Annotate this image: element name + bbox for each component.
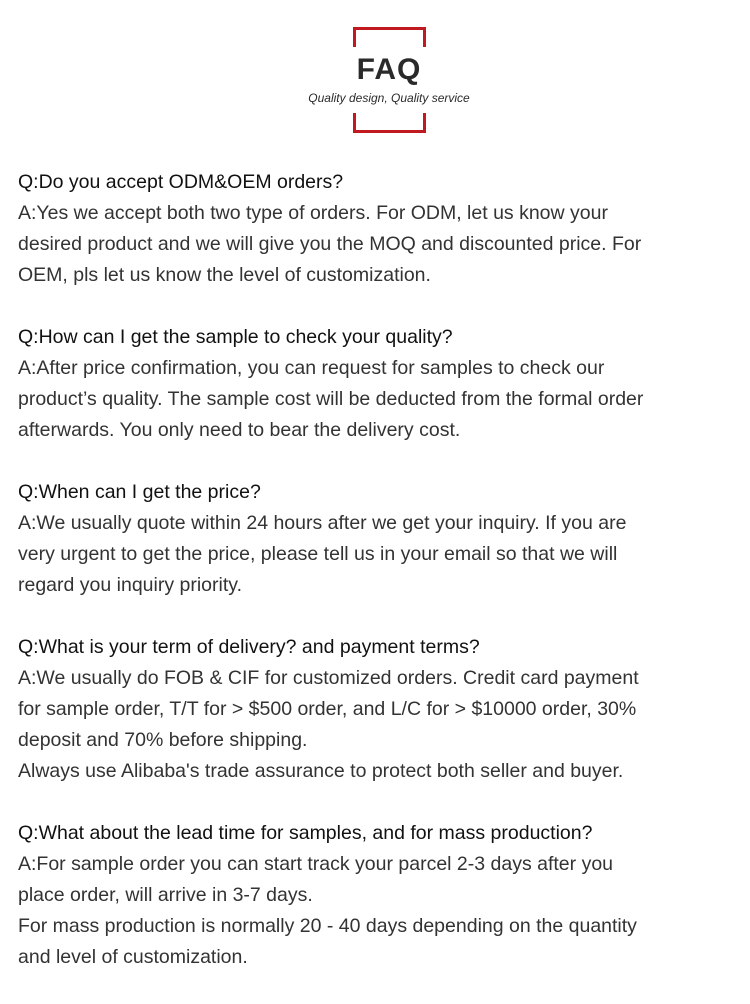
faq-answer-line: A:We usually quote within 24 hours after we get your inquiry. If you are — [18, 512, 627, 534]
faq-answer-line: product’s quality. The sample cost will be deducted from the formal order — [18, 388, 644, 410]
faq-item — [18, 167, 738, 291]
faq-answer-line: Always use Alibaba's trade assurance to protect both seller and buyer. — [18, 760, 624, 782]
faq-question: Q:When can I get the price? — [18, 481, 261, 503]
faq-question: Q:What about the lead time for samples, and for mass production? — [18, 822, 593, 844]
faq-question: Q:Do you accept ODM&OEM orders? — [18, 171, 344, 193]
faq-answer-line: regard you inquiry priority. — [18, 574, 242, 596]
faq-title: FAQ — [356, 53, 422, 86]
faq-answer-line: afterwards. You only need to bear the delivery cost. — [18, 419, 461, 441]
faq-header — [0, 27, 750, 133]
faq-answer-line: A:For sample order you can start track your parcel 2-3 days after you — [18, 853, 614, 875]
faq-question: Q:What is your term of delivery? and payment terms? — [18, 636, 480, 658]
faq-answer-line: desired product and we will give you the MOQ and discounted price. For — [18, 233, 642, 255]
bracket-bottom-decoration — [353, 113, 426, 133]
faq-list — [18, 167, 738, 1004]
faq-answer-line: for sample order, T/T for > $500 order, and L/C for > $10000 order, 30% — [18, 698, 637, 720]
faq-answer-line: very urgent to get the price, please tell us in your email so that we will — [18, 543, 618, 565]
faq-item — [18, 322, 738, 446]
faq-answer-line: A:After price confirmation, you can request for samples to check our — [18, 357, 605, 379]
faq-answer-line: OEM, pls let us know the level of customization. — [18, 264, 431, 286]
faq-item — [18, 818, 738, 973]
faq-answer-line: place order, will arrive in 3-7 days. — [18, 884, 313, 906]
faq-question: Q:How can I get the sample to check your quality? — [18, 326, 453, 348]
faq-item — [18, 477, 738, 601]
faq-answer-line: deposit and 70% before shipping. — [18, 729, 308, 751]
faq-tagline: Quality design, Quality service — [308, 91, 470, 105]
faq-item — [18, 632, 738, 787]
faq-answer-line: A:We usually do FOB & CIF for customized orders. Credit card payment — [18, 667, 639, 689]
faq-answer-line: and level of customization. — [18, 946, 248, 968]
bracket-top-decoration — [353, 27, 426, 47]
faq-answer-line: A:Yes we accept both two type of orders. For ODM, let us know your — [18, 202, 608, 224]
faq-answer-line: For mass production is normally 20 - 40 days depending on the quantity — [18, 915, 637, 937]
